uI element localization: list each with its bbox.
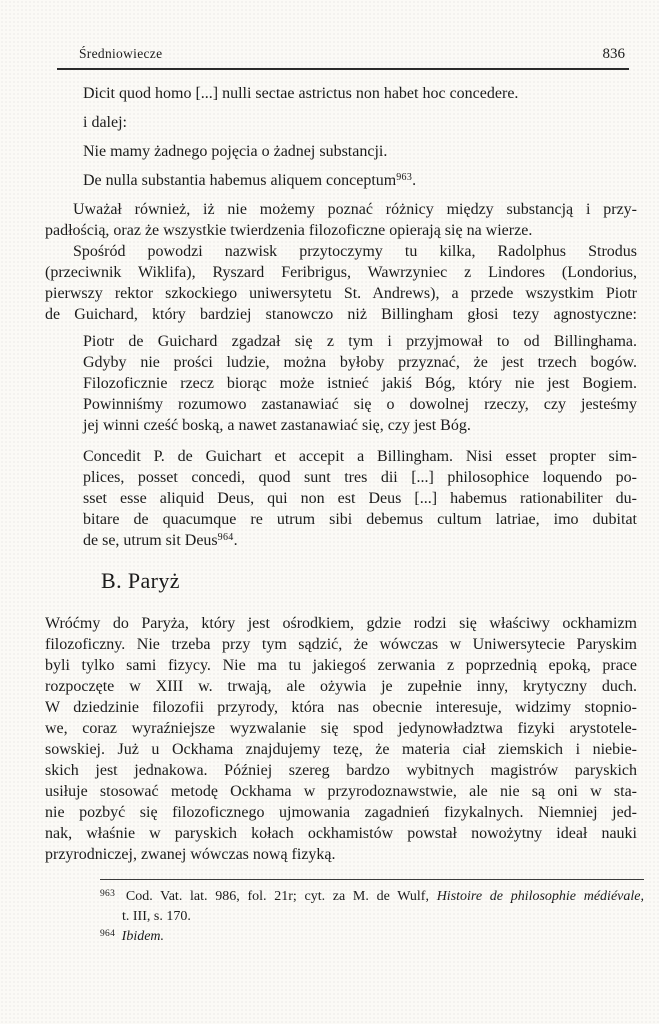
page-number: 836	[602, 46, 625, 62]
running-title: Średniowiecze	[79, 46, 163, 61]
paragraph-line: padłością, oraz że wszystkie twierdzenia filozoficzne opierają się na wierze.	[45, 222, 533, 239]
footnote-ref: 963	[100, 889, 116, 899]
scanned-book-page	[0, 46, 659, 1024]
quote-line: Powinniśmy rozumowo zastanawiać się o dowolnej rzeczy, czy jesteśmy	[83, 396, 637, 413]
quote-line: sset esse aliquid Deus, qui non est Deus [...] habemus rationabiliter du-	[83, 490, 637, 507]
quote-line: Concedit P. de Guichart et accepit a Billingham. Nisi esset propter sim-	[83, 448, 637, 465]
paragraph-line: rozpoczęte w XIII w. trwają, ale ożywia je zupełnie inny, krytyczny duch.	[45, 678, 637, 695]
footnote-ref: 964	[217, 532, 234, 543]
paragraph-line: nak, właśnie w paryskich kołach ockhamistów powstał nowożytny ideał nauki	[45, 825, 637, 842]
running-head	[57, 46, 629, 70]
footnote-ref: 964	[100, 929, 116, 939]
quote-line: jej winni cześć boską, a nawet zastanawiać się, czy jest Bóg.	[83, 417, 471, 434]
paragraph-line: Uważał również, iż nie możemy poznać różnicy między substancją i przy-	[73, 201, 637, 218]
quote-line: plices, posset concedi, quod sunt tres dii [...] philosophice loquendo po-	[83, 469, 637, 486]
paragraph-line: byli tylko sami fizycy. Nie ma tu jakiegoś zerwania z poprzednią epoką, prace	[45, 657, 637, 674]
quote-line: i dalej:	[83, 114, 127, 131]
paragraph	[45, 199, 637, 241]
footnote-line: $^{963}$ Cod. Vat. lat. 986, fol. 21r; cyt. za M. de Wulf, Histoire de philosophie médiévale,	[100, 889, 644, 904]
paragraph-line: Spośród powodzi nazwisk przytoczymy tu kilka, Radolphus Strodus	[73, 243, 637, 260]
quote-line: De nulla substantia habemus aliquem conceptum$^{963}$.	[83, 172, 417, 189]
paragraph-line: pierwszy rektor szkockiego uniwersytetu St. Andrews), a przede wszystkim Piotr	[45, 285, 637, 302]
paragraph-line: sowskiej. Już u Ockhama znajdujemy tezę, że materia ciał ziemskich i niebie-	[45, 741, 637, 758]
paragraph-line: nie pozbyć się filozoficznego ujmowania zagadnień fizykalnych. Niemniej jed-	[45, 804, 637, 821]
paragraph-line: skich jest jednakowa. Później szereg bardzo wybitnych magistrów paryskich	[45, 762, 637, 779]
footnote-ref: 963	[396, 172, 413, 183]
quote-line: Filozoficznie rzecz biorąc może istnieć jakiś Bóg, który nie jest Bogiem.	[83, 375, 637, 392]
block-quote	[83, 141, 637, 162]
quote-line: Dicit quod homo [...] nulli sectae astrictus non habet hoc concedere.	[83, 85, 519, 102]
footnotes-list	[100, 887, 644, 947]
paragraph-line: Wróćmy do Paryża, który jest ośrodkiem, gdzie rodzi się właściwy ockhamizm	[45, 615, 637, 632]
quote-line: bitare de quacumque re utrum sibi debemus cultum latriae, imo dubitat	[83, 511, 637, 528]
footnote-line: t. III, s. 170.	[122, 909, 191, 924]
paragraph-line: W dziedzinie filozofii przyrody, która nas obecnie interesuje, widzimy stopnio-	[45, 699, 637, 716]
paragraph	[45, 613, 637, 865]
block-quote	[83, 446, 637, 551]
paragraph-line: de Guichard, który bardziej stanowczo niż Billingham głosi tezy agnostyczne:	[45, 306, 637, 323]
paragraph-line: przyrodniczej, zwanej wówczas nową fizyką.	[45, 846, 336, 863]
quote-line: Gdyby nie prości ludzie, można byłoby przyznać, że jest trzech bogów.	[83, 354, 637, 371]
page-body	[45, 83, 637, 865]
block-quote	[83, 83, 637, 104]
footnotes-section	[100, 879, 644, 947]
paragraph-line: usiłuje stosować metodę Ockhama w przyrodoznawstwie, ale nie są oni w sta-	[45, 783, 637, 800]
quote-line: de se, utrum sit Deus$^{964}$.	[83, 532, 238, 549]
footnote	[100, 887, 644, 927]
paragraph-line: we, coraz wyraźniejsze wyzwalanie się spod jedynowładztwa fizyki arystotele-	[45, 720, 637, 737]
paragraph-line: (przeciwnik Wiklifa), Ryszard Feribrigus, Wawrzyniec z Lindores (Londorius,	[45, 264, 637, 281]
block-quote	[83, 112, 637, 133]
paragraph	[45, 241, 637, 325]
block-quote	[83, 331, 637, 436]
block-quote	[83, 170, 637, 191]
footnote	[100, 927, 644, 947]
quote-line: Nie mamy żadnego pojęcia o żadnej substancji.	[83, 143, 388, 160]
footnote-separator-rule	[100, 879, 644, 880]
footnote-line: $^{964}$ Ibidem.	[100, 929, 165, 944]
section-heading: B. Paryż	[101, 568, 180, 593]
paragraph-line: filozoficzny. Nie trzeba przy tym sądzić, że wówczas w Uniwersytecie Paryskim	[45, 636, 637, 653]
quote-line: Piotr de Guichard zgadzał się z tym i przyjmował to od Billinghama.	[83, 333, 637, 350]
